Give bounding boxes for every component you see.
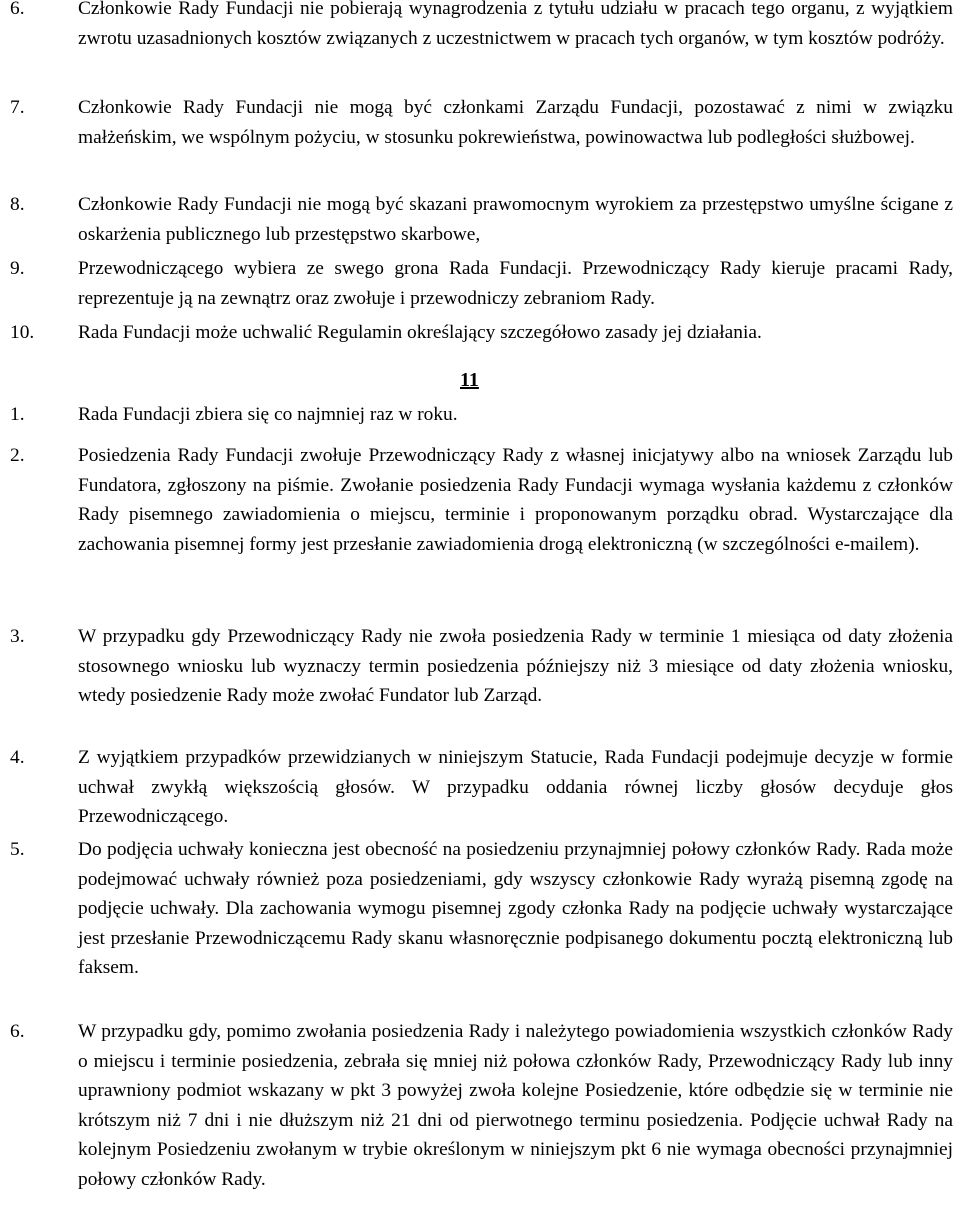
item-text: W przypadku gdy, pomimo zwołania posiedzenia Rady i należytego powiadomienia wszystkich członków Rady o miejscu i terminie posiedzenia, zebrała się mniej niż połowa członków Rady, Przewodniczący Rady lub inny uprawniony podmiot wskazany w pkt 3 powyżej zwoła kolejne Posiedzenie, które odbędzie się w terminie nie krótszym niż 7 dni i nie dłuższym niż 21 dni od pierwotnego terminu posiedzenia. Podjęcie uchwał Rady na kolejnym Posiedzeniu zwołanym w trybie określonym w niniejszym pkt 6 nie wymaga obecności przynajmniej połowy członków Rady. — [78, 1021, 953, 1190]
item-text: Rada Fundacji może uchwalić Regulamin określający szczegółowo zasady jej działania. — [78, 322, 762, 343]
item-number: 6. — [10, 0, 25, 19]
item-number: 8. — [10, 194, 25, 215]
item-number: 5. — [10, 839, 25, 860]
item-text: W przypadku gdy Przewodniczący Rady nie zwoła posiedzenia Rady w terminie 1 miesiąca od daty złożenia stosownego wniosku lub wyznaczy termin posiedzenia późniejszy niż 3 miesiące od daty złożenia wniosku, wtedy posiedzenie Rady może zwołać Fundator lub Zarząd. — [78, 626, 953, 706]
item-text: Rada Fundacji zbiera się co najmniej raz w roku. — [78, 404, 458, 425]
item-text: Posiedzenia Rady Fundacji zwołuje Przewodniczący Rady z własnej inicjatywy albo na wniosek Zarządu lub Fundatora, zgłoszony na piśmie. Zwołanie posiedzenia Rady Fundacji wymaga wysłania każdemu z członków Rady pisemnego zawiadomienia o miejscu, terminie i proponowanym porządku obrad. Wystarczające dla zachowania pisemnej formy jest przesłanie zawiadomienia drogą elektroniczną (w szczególności e-mailem). — [78, 445, 953, 555]
item-text: Z wyjątkiem przypadków przewidzianych w niniejszym Statucie, Rada Fundacji podejmuje decyzje w formie uchwał zwykłą większością głosów. W przypadku oddania równej liczby głosów decyduje głos Przewodniczącego. — [78, 747, 953, 827]
item-number: 9. — [10, 258, 25, 279]
item-number: 1. — [10, 404, 25, 425]
item-number: 3. — [10, 626, 25, 647]
item-text: Do podjęcia uchwały konieczna jest obecność na posiedzeniu przynajmniej połowy członków Rady. Rada może podejmować uchwały również poza posiedzeniami, gdy wszyscy członkowie Rady wyrażą pisemną zgodę na podjęcie uchwały. Dla zachowania wymogu pisemnej zgody członka Rady na podjęcie uchwały wystarczające jest przesłanie Przewodniczącemu Rady skanu własnoręcznie podpisanego dokumentu pocztą elektroniczną lub faksem. — [78, 839, 953, 978]
item-number: 4. — [10, 747, 25, 768]
item-number: 10. — [10, 322, 35, 343]
item-number: 7. — [10, 97, 25, 118]
item-number: 2. — [10, 445, 25, 466]
item-text: Członkowie Rady Fundacji nie pobierają wynagrodzenia z tytułu udziału w pracach tego organu, z wyjątkiem zwrotu uzasadnionych kosztów związanych z uczestnictwem w pracach tych organów, w tym kosztów podróży. — [78, 0, 953, 49]
section-heading — [460, 368, 479, 392]
item-text: Członkowie Rady Fundacji nie mogą być członkami Zarządu Fundacji, pozostawać z nimi w związku małżeńskim, we wspólnym pożyciu, w stosunku pokrewieństwa, powinowactwa lub podległości służbowej. — [78, 97, 953, 148]
item-number: 6. — [10, 1021, 25, 1042]
item-text: Członkowie Rady Fundacji nie mogą być skazani prawomocnym wyrokiem za przestępstwo umyślne ścigane z oskarżenia publicznego lub przestępstwo skarbowe, — [78, 194, 953, 245]
section-number: 11 — [460, 369, 479, 391]
item-text: Przewodniczącego wybiera ze swego grona Rada Fundacji. Przewodniczący Rady kieruje pracami Rady, reprezentuje ją na zewnątrz oraz zwołuje i przewodniczy zebraniom Rady. — [78, 258, 953, 309]
